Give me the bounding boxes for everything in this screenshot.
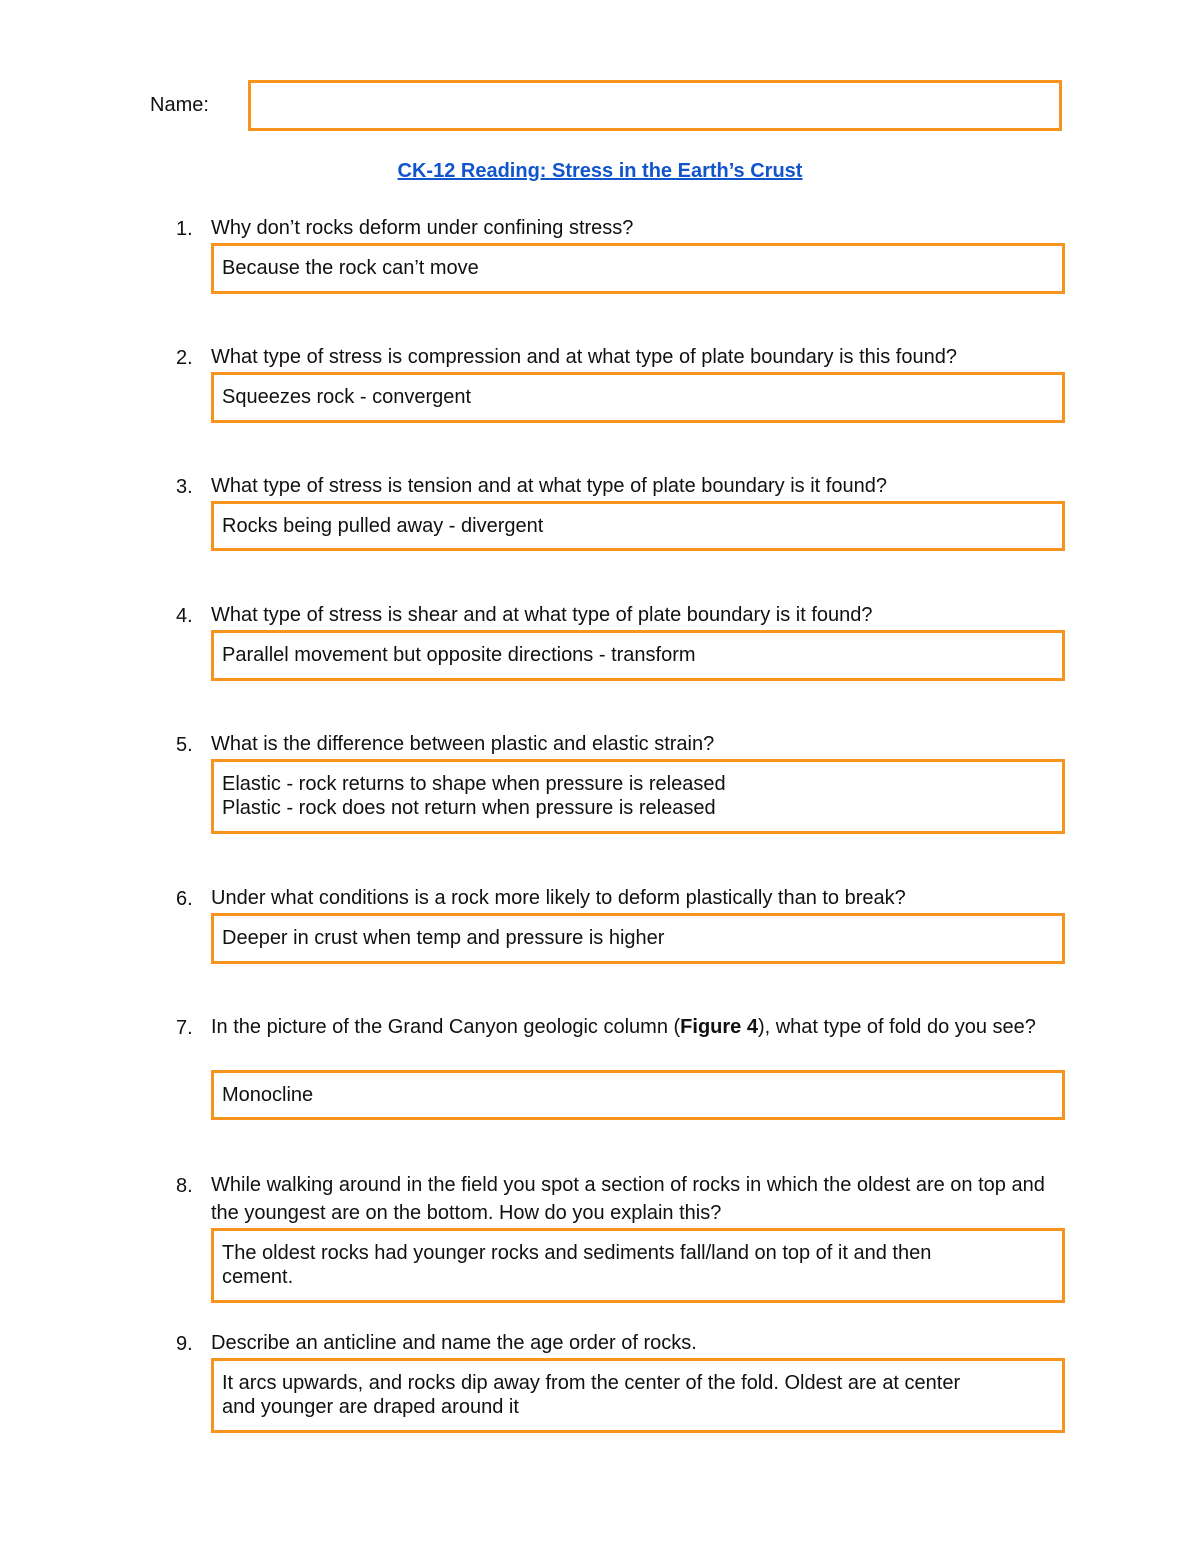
question-text: What type of stress is tension and at what type of plate boundary is it found?: [211, 475, 887, 497]
answer-line: Elastic - rock returns to shape when pressure is released: [222, 773, 726, 795]
question-text: While walking around in the field you spot a section of rocks in which the oldest are on top and the youngest are on the bottom. How do you explain this?: [211, 1174, 1045, 1224]
name-field[interactable]: [248, 80, 1062, 131]
question-text-part: ), what type of fold do you see?: [757, 1016, 1036, 1038]
answer-box[interactable]: [211, 1070, 1065, 1120]
question-number: 7.: [176, 1017, 193, 1039]
answer-box[interactable]: [211, 630, 1065, 681]
question-number: 1.: [176, 218, 193, 240]
question-text: Describe an anticline and name the age order of rocks.: [211, 1332, 697, 1354]
answer-line: Rocks being pulled away - divergent: [222, 515, 544, 537]
page-title: CK-12 Reading: Stress in the Earth’s Crust: [397, 160, 803, 182]
answer-box[interactable]: [211, 913, 1065, 964]
question-number: 5.: [176, 734, 193, 756]
answer-line: Because the rock can’t move: [222, 257, 479, 279]
question-number: 3.: [176, 476, 193, 498]
question-text: What is the difference between plastic and elastic strain?: [211, 733, 715, 755]
question-number: 9.: [176, 1333, 193, 1355]
answer-box[interactable]: [211, 1228, 1065, 1303]
question-number: 2.: [176, 347, 193, 369]
question-text: Why don’t rocks deform under confining stress?: [211, 217, 634, 239]
answer-box[interactable]: [211, 372, 1065, 423]
question-text: What type of stress is shear and at what type of plate boundary is it found?: [211, 604, 873, 626]
question-text: [211, 1013, 1056, 1041]
answer-box[interactable]: [211, 759, 1065, 834]
question-text: Under what conditions is a rock more likely to deform plastically than to break?: [211, 887, 906, 909]
question-text-part: In the picture of the Grand Canyon geologic column (: [211, 1016, 681, 1038]
answer-line: Deeper in crust when temp and pressure is higher: [222, 927, 665, 949]
answer-line: The oldest rocks had younger rocks and sediments fall/land on top of it and then: [222, 1242, 932, 1264]
answer-line: Squeezes rock - convergent: [222, 386, 472, 408]
answer-box[interactable]: [211, 501, 1065, 551]
answer-line: Plastic - rock does not return when pressure is released: [222, 797, 716, 819]
question-number: 6.: [176, 888, 193, 910]
answer-box[interactable]: [211, 243, 1065, 294]
question-number: 4.: [176, 605, 193, 627]
answer-box[interactable]: [211, 1358, 1065, 1433]
question-number: 8.: [176, 1175, 193, 1197]
answer-line: Monocline: [222, 1084, 314, 1106]
figure-reference: Figure 4: [680, 1016, 758, 1038]
answer-line: Parallel movement but opposite directions - transform: [222, 644, 696, 666]
answer-line: cement.: [222, 1266, 294, 1288]
answer-line: It arcs upwards, and rocks dip away from the center of the fold. Oldest are at center: [222, 1372, 961, 1394]
answer-line: and younger are draped around it: [222, 1396, 519, 1418]
name-label: Name:: [150, 94, 209, 116]
question-text: What type of stress is compression and at what type of plate boundary is this found?: [211, 346, 957, 368]
